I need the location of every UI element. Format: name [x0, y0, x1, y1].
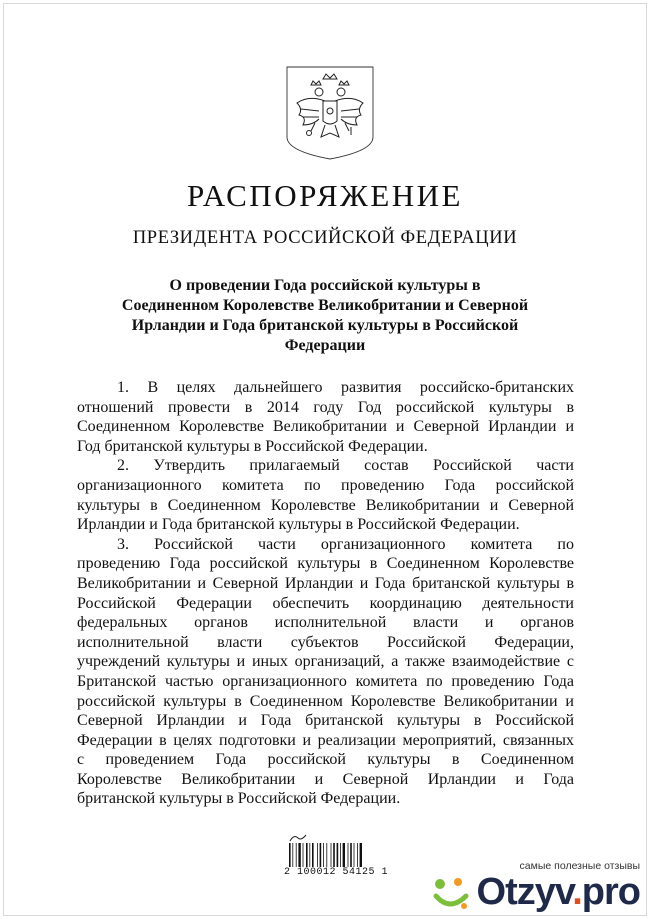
- heading-line: Соединенном Королевстве Великобритании и Северной: [121, 297, 529, 314]
- barcode-bar: [354, 843, 355, 867]
- text-line: с проведением Года российской культуры в Соединенном: [77, 751, 574, 769]
- heading-line: Ирландии и Года британской культуры в Российской: [131, 317, 519, 334]
- text-line: Северной Ирландии и Года британской культуры в Российской: [77, 712, 574, 730]
- paragraph-3: [77, 535, 574, 809]
- barcode-bar: [326, 843, 327, 867]
- barcode-bar: [298, 843, 300, 867]
- barcode-bar: [303, 843, 304, 867]
- barcode-bar: [309, 843, 310, 867]
- heading-line: О проведении Года российской культуры в: [169, 277, 481, 294]
- heading-line: Федерации: [284, 337, 366, 354]
- text-line: 3. Российской части организационного комитета по: [117, 535, 574, 553]
- document-body: [77, 378, 574, 809]
- text-line: проведению Года российской культуры в Соединенном Королевстве: [77, 555, 574, 573]
- barcode-bar: [317, 843, 318, 867]
- paragraph-2: [77, 456, 574, 534]
- barcode-bar: [323, 843, 324, 867]
- barcode-bar: [348, 843, 349, 867]
- barcode-bar: [343, 843, 345, 867]
- barcode-bar: [306, 843, 308, 867]
- barcode-bar: [312, 843, 314, 867]
- brand-dot: .: [572, 871, 582, 913]
- text-line: Год британской культуры в Российской Федерации.: [77, 437, 428, 455]
- barcode-bar: [337, 843, 339, 867]
- document-subtitle: ПРЕЗИДЕНТА РОССИЙСКОЙ ФЕДЕРАЦИИ: [132, 228, 518, 248]
- text-line: британской культуры в Российской Федерации.: [77, 790, 401, 808]
- watermark-tagline: самые полезные отзывы: [519, 860, 640, 872]
- barcode-bar: [296, 843, 297, 867]
- text-line: Российской Федерации обеспечить координацию деятельности: [77, 594, 574, 612]
- text-line: исполнительной власти субъектов Российской Федерации,: [77, 633, 574, 651]
- barcode-bar: [320, 843, 322, 867]
- text-line: Федерации в целях подготовки и реализации мероприятий, связанных: [77, 731, 574, 749]
- text-line: отношений провести в 2014 году Год российской культуры в: [77, 398, 574, 416]
- barcode-bar: [331, 843, 332, 867]
- watermark: [405, 860, 640, 918]
- barcode-bar: [292, 843, 293, 867]
- barcode-icon: [289, 843, 365, 867]
- text-line: Британской частью организационного комитета по проведению Года: [77, 672, 574, 690]
- barcode-bar: [340, 843, 341, 867]
- text-line: учреждений культуры и иных организаций, а также взаимодействие с: [77, 653, 574, 671]
- barcode-bar: [289, 843, 291, 867]
- watermark-brand: [477, 871, 640, 914]
- barcode-number: 2 100012 54125 1: [284, 867, 389, 878]
- barcode-bar: [357, 843, 358, 867]
- text-line: федеральных органов исполнительной власти и органов: [77, 614, 574, 632]
- otzyv-logo-icon: [432, 876, 470, 916]
- barcode-bar: [333, 843, 335, 867]
- paragraph-1: [77, 378, 574, 456]
- text-line: 2. Утвердить прилагаемый состав Российской части: [117, 457, 574, 475]
- brand-main: Otzyv: [476, 871, 573, 913]
- document-title: РАСПОРЯЖЕНИЕ: [187, 178, 463, 213]
- barcode-bar: [360, 843, 362, 867]
- text-line: Ирландии и Года британской культуры в Российской Федерации.: [77, 516, 520, 534]
- text-line: Великобритании и Северной Ирландии и Года британской культуры в: [77, 574, 574, 592]
- document-heading: [95, 276, 555, 356]
- barcode-bar: [350, 843, 352, 867]
- text-line: 1. В целях дальнейшего развития российско-британских: [117, 379, 574, 396]
- brand-tld: pro: [581, 871, 640, 913]
- text-line: организационного комитета по проведению Года российской: [77, 476, 574, 494]
- text-line: Королевстве Великобритании и Северной Ирландии и Года: [77, 770, 574, 788]
- coat-of-arms-icon: [285, 65, 375, 161]
- text-line: Соединенном Королевстве Великобритании и Северной Ирландии и: [77, 418, 574, 436]
- text-line: российской культуры в Соединенном Королевстве Великобритании и: [77, 692, 574, 710]
- text-line: культуры в Соединенном Королевстве Великобритании и Северной: [77, 496, 574, 514]
